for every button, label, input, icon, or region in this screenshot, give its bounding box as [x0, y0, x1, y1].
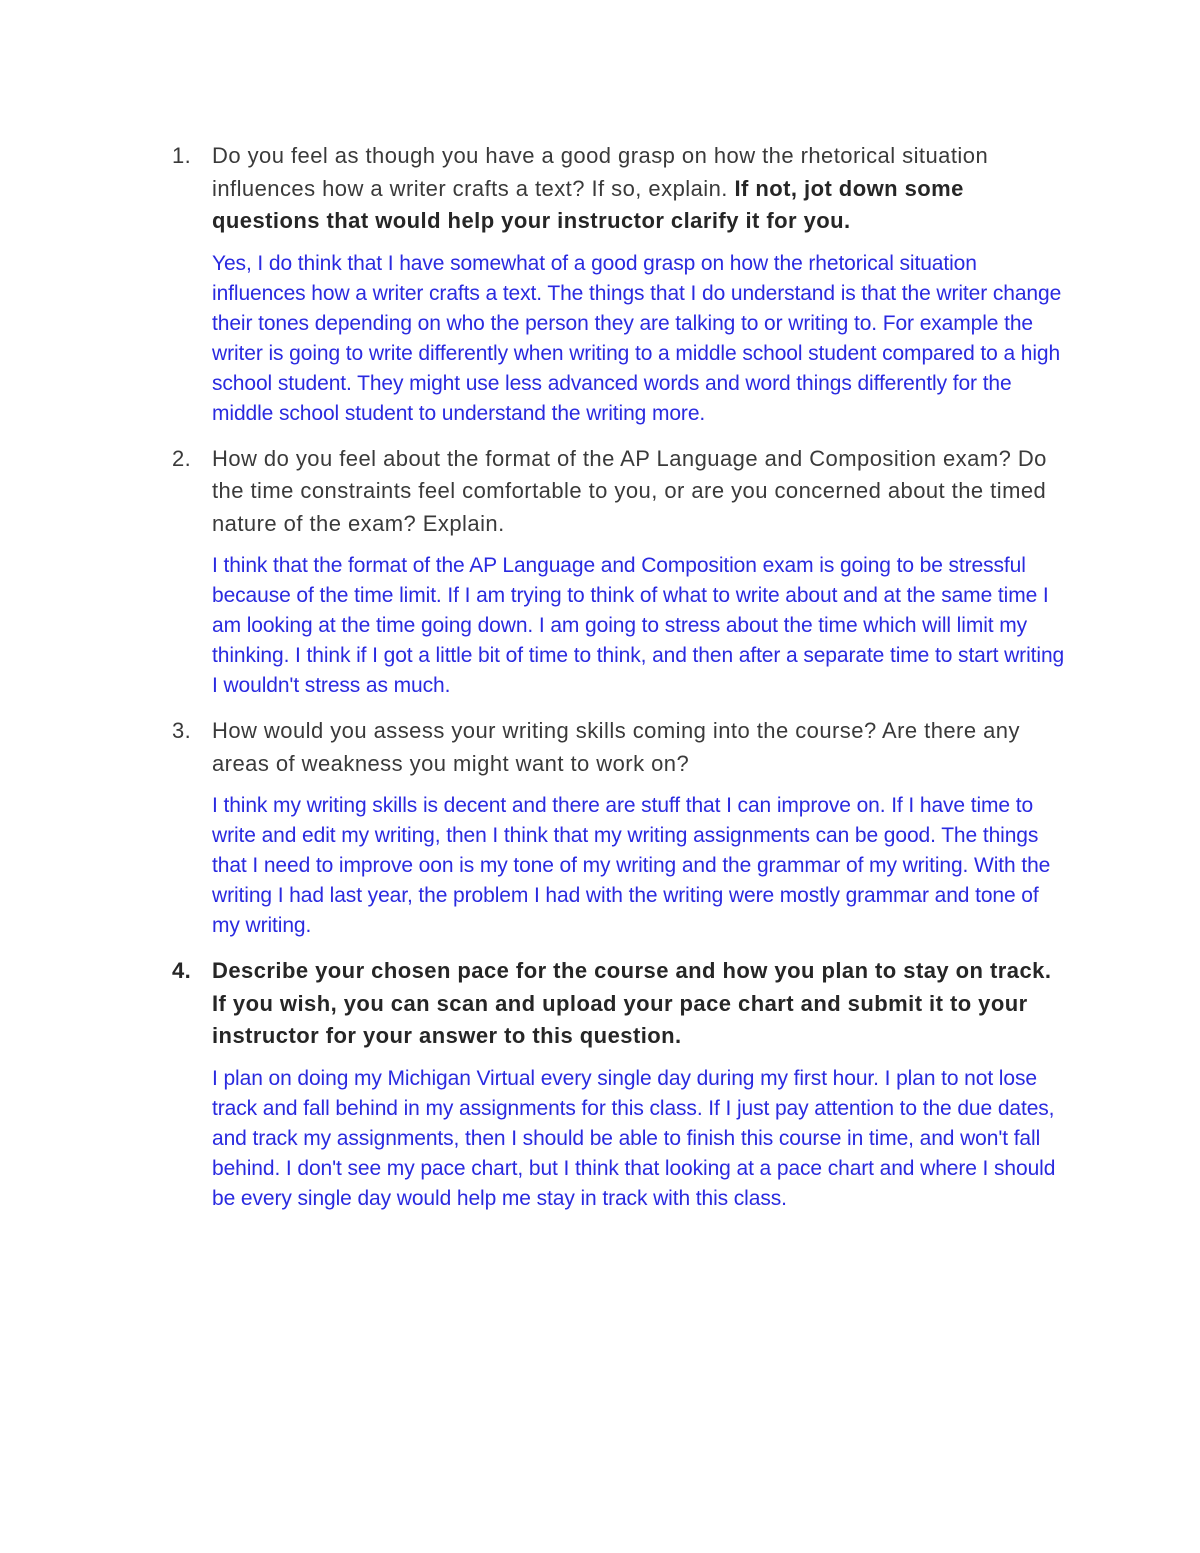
question-text: How would you assess your writing skills coming into the course? Are there any areas of weakness you might want to work on?: [212, 718, 1020, 776]
answer-text: I think my writing skills is decent and there are stuff that I can improve on. If I have time to write and edit my writing, then I think that my writing assignments can be good. The things that I need to improve oon is my tone of my writing and the grammar of my writing. With the writing I had last year, the problem I had with the writing were mostly grammar and tone of my writing.: [212, 794, 1051, 937]
question-number: 1.: [172, 143, 192, 168]
answer-text: Yes, I do think that I have somewhat of a good grasp on how the rhetorical situation influences how a writer crafts a text. The things that I do understand is that the writer change their tones depending on who the person they are talking to or writing to. For example the writer is going to write differently when writing to a middle school student compared to a high school student. They might use less advanced words and word things differently for the middle school student to understand the writing more.: [212, 251, 1062, 425]
question-bold-text: If not, jot down some questions that would help your instructor clarify it for you.: [212, 175, 964, 233]
answer-text: I plan on doing my Michigan Virtual every single day during my first hour. I plan to not lose track and fall behind in my assignments for this class. If I just pay attention to the due dates, and track my assignments, then I should be able to finish this course in time, and won't fall behind. I don't see my pace chart, but I think that looking at a pace chart and where I should be every single day would help me stay in track with this class.: [212, 1066, 1056, 1210]
question-plain-text: Do you feel as though you have a good grasp on how the rhetorical situation influences how a writer crafts a text? If so, explain.: [212, 143, 989, 201]
question-text: How do you feel about the format of the AP Language and Composition exam? Do the time constraints feel comfortable to you, or are you concerned about the timed nature of the exam? Explain.: [212, 445, 1047, 536]
question-list: [172, 140, 1072, 1214]
question-number: 2.: [172, 445, 192, 471]
question-item-3: [172, 715, 1072, 941]
question-number: 4.: [172, 958, 192, 983]
question-item-4: [172, 955, 1072, 1214]
answer-text: I think that the format of the AP Language and Composition exam is going to be stressful because of the time limit. If I am trying to think of what to write about and at the same time I am looking at the time going down. I am going to stress about the time which will limit my thinking. I think if I got a little bit of time to think, and then after a separate time to start writing I wouldn't stress as much.: [212, 554, 1065, 697]
question-number: 3.: [172, 718, 192, 743]
question-item-1: [172, 140, 1072, 429]
question-text: Describe your chosen pace for the course and how you plan to stay on track. If you wish, you can scan and upload your pace chart and submit it to your instructor for your answer to this question.: [212, 958, 1052, 1048]
question-item-2: [172, 443, 1072, 702]
question-text: [212, 140, 1072, 238]
